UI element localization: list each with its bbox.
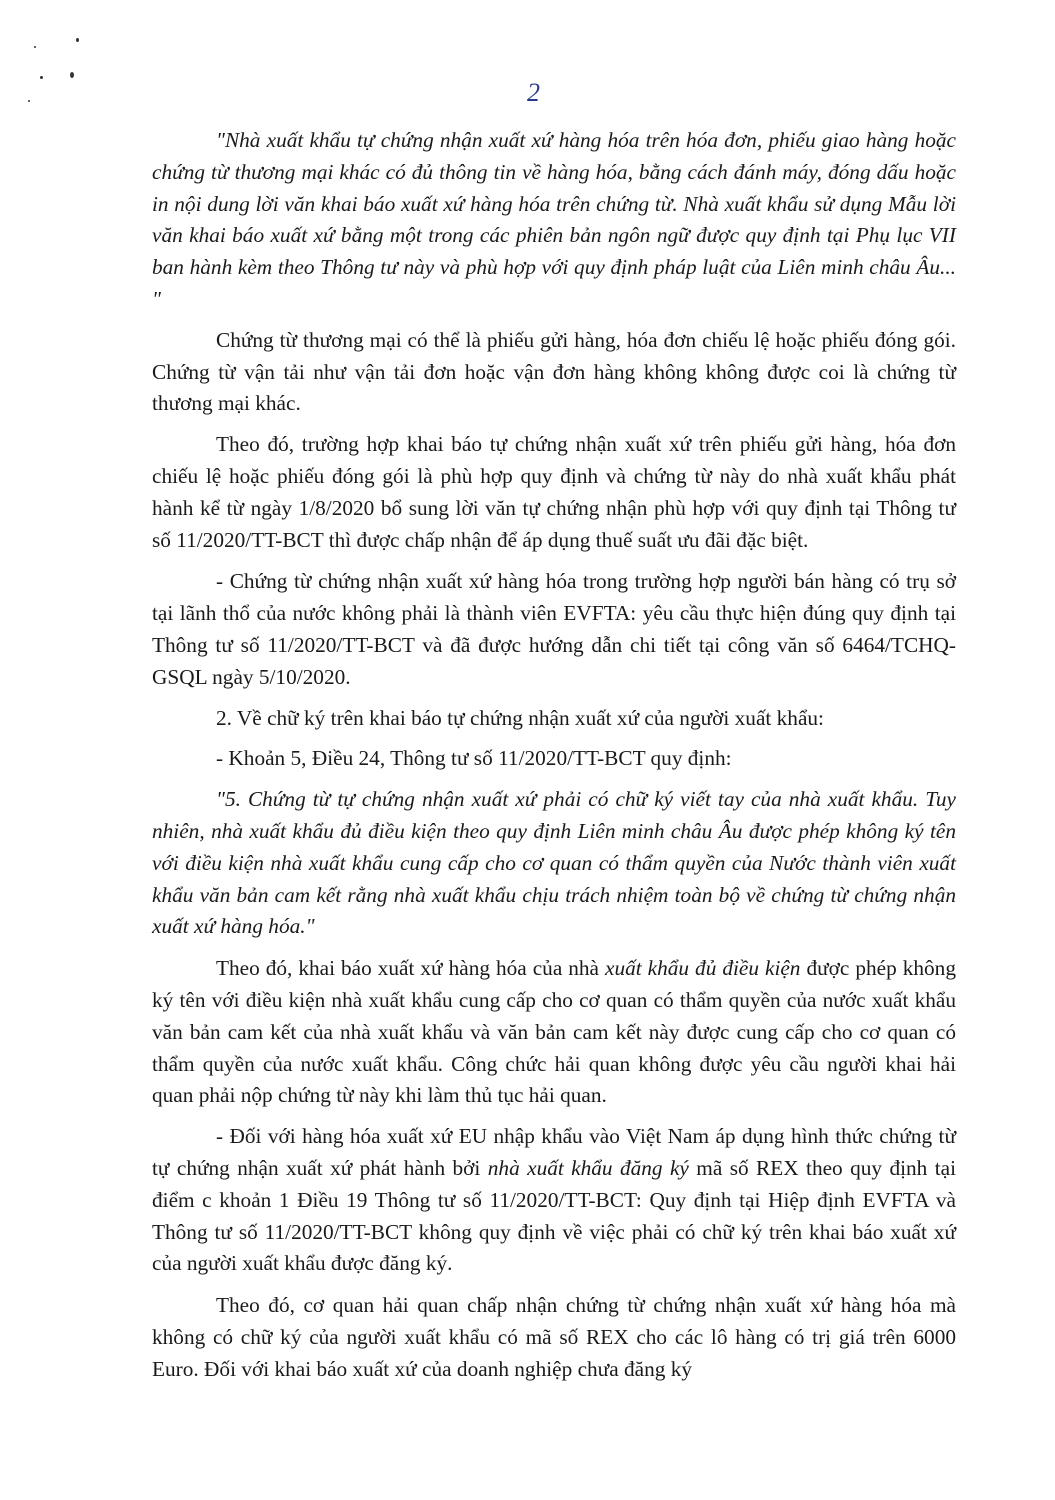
paragraph-self-certification: Theo đó, trường hợp khai báo tự chứng nhận xuất xứ trên phiếu gửi hàng, hóa đơn chiếu lệ hoặc phiếu đóng gói là phù hợp quy định và chứng từ này do nhà xuất khẩu phát hành kể từ ngày 1/8/2020 bổ sung lời văn tự chứng nhận phù hợp với quy định tại Thông tư số 11/2020/TT-BCT thì được chấp nhận để áp dụng thuế suất ưu đãi đặc biệt. [152,432,956,552]
paragraph-rex-acceptance: Theo đó, cơ quan hải quan chấp nhận chứng từ chứng nhận xuất xứ hàng hóa mà không có chữ ký của người xuất khẩu có mã số REX cho các lô hàng có trị giá trên 6000 Euro. Đối với khai báo xuất xứ của doanh nghiệp chưa đăng ký [152,1293,956,1381]
paragraph-commercial-documents: Chứng từ thương mại có thể là phiếu gửi hàng, hóa đơn chiếu lệ hoặc phiếu đóng gói. Chứng từ vận tải như vận tải đơn hoặc vận đơn hàng không không được coi là chứng từ thương mại khác. [152,327,956,416]
quote-paragraph-1: "Nhà xuất khẩu tự chứng nhận xuất xứ hàng hóa trên hóa đơn, phiếu giao hàng hoặc chứng từ thương mại khác có đủ thông tin về hàng hóa, bằng cách đánh máy, đóng dấu hoặc in nội dung lời văn khai báo xuất xứ hàng hóa trên chứng từ. Nhà xuất khẩu sử dụng Mẫu lời văn khai báo xuất xứ bằng một trong các phiên bản ngôn ngữ được quy định tại Phụ lục VII ban hành kèm theo Thông tư này và phù hợp với quy định pháp luật của Liên minh châu Âu... " [152,128,956,311]
section-heading-signature: 2. Về chữ ký trên khai báo tự chứng nhận xuất xứ của người xuất khẩu: [216,705,824,730]
paragraph-eu-goods: - Đối với hàng hóa xuất xứ EU nhập khẩu vào Việt Nam áp dụng hình thức chứng từ tự chứng nhận xuất xứ phát hành bởi nhà xuất khẩu đăng ký mã số REX theo quy định tại điểm c khoản 1 Điều 19 Thông tư số 11/2020/TT-BCT: Quy định tại Hiệp định EVFTA và Thông tư số 11/2020/TT-BCT không quy định về việc phải có chữ ký trên khai báo xuất xứ của người xuất khẩu được đăng ký. [152,1124,957,1276]
emphasis-eligible-exporter: xuất khẩu đủ điều kiện [605,956,801,981]
paragraph-non-member-seller: - Chứng từ chứng nhận xuất xứ hàng hóa trong trường hợp người bán hàng có trụ sở tại lãnh thổ của nước không phải là thành viên EVFTA: yêu cầu thực hiện đúng quy định tại Thông tư số 11/2020/TT-BCT và đã được hướng dẫn chi tiết tại công văn số 6464/TCHQ-GSQL ngày 5/10/2020. [152,569,956,689]
document-body [152,82,956,1385]
paragraph-article-24: - Khoản 5, Điều 24, Thông tư số 11/2020/TT-BCT quy định: [216,746,732,771]
paragraph-eligible-exporter: Theo đó, khai báo xuất xứ hàng hóa của nhà xuất khẩu đủ điều kiện được phép không ký tên với điều kiện nhà xuất khẩu cung cấp cho cơ quan có thẩm quyền của nước xuất khẩu văn bản cam kết của nhà xuất khẩu và văn bản cam kết này được cung cấp cho cơ quan có thẩm quyền của nước xuất khẩu. Công chức hải quan không được yêu cầu người khai hải quan phải nộp chứng từ này khi làm thủ tục hải quan. [152,956,956,1108]
emphasis-registered-exporter: nhà xuất khẩu đăng ký [487,1155,689,1180]
page-number: 2 [527,78,540,107]
scan-specks [28,30,118,110]
quote-paragraph-2: "5. Chứng từ tự chứng nhận xuất xứ phải có chữ ký viết tay của nhà xuất khẩu. Tuy nhiên, nhà xuất khẩu đủ điều kiện theo quy định Liên minh châu Âu được phép không ký tên với điều kiện nhà xuất khẩu cung cấp cho cơ quan có thẩm quyền của Nước thành viên xuất khẩu văn bản cam kết rằng nhà xuất khẩu chịu trách nhiệm toàn bộ về chứng từ chứng nhận xuất xứ hàng hóa." [152,787,956,939]
